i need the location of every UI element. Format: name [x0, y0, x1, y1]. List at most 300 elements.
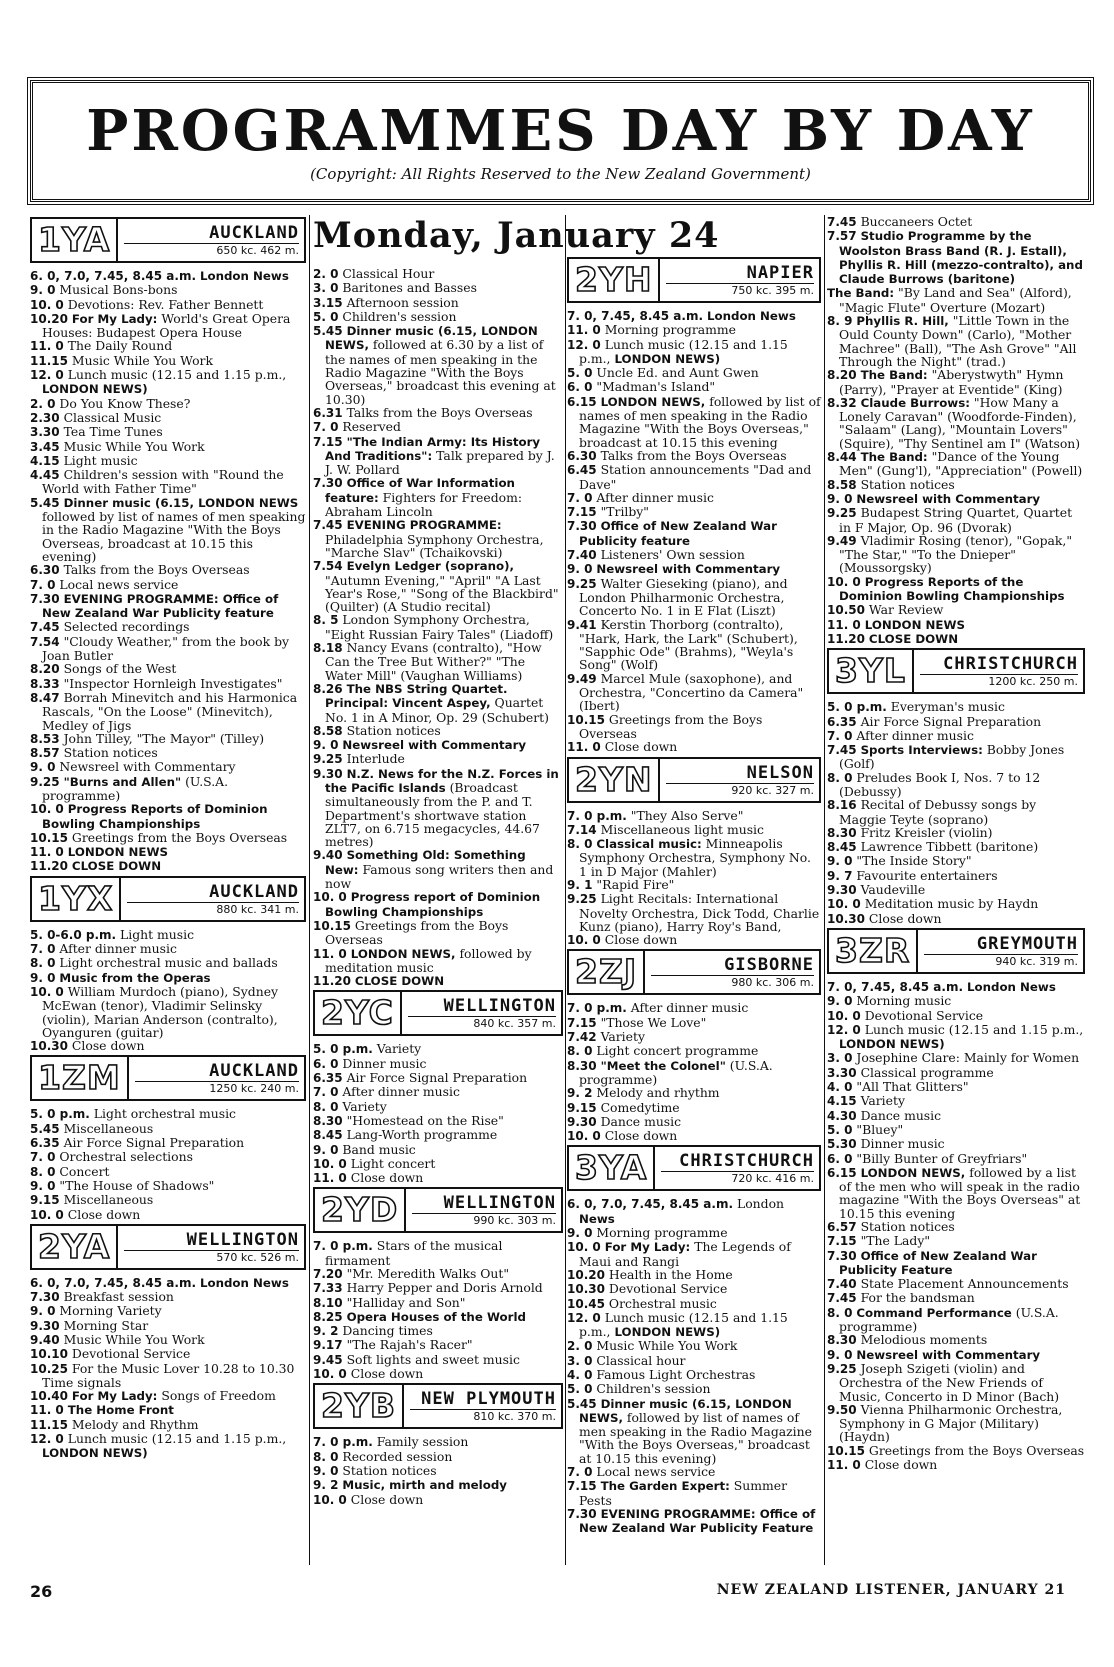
entry-time: 10. 0 [30, 802, 64, 817]
programme-entry [827, 1234, 1085, 1248]
programme-entry [313, 682, 563, 724]
entry-text: Walter Gieseking (piano), and London Philharmonic Orchestra, Concerto No. 1 in E Flat (Liszt) [579, 575, 788, 619]
entry-time: 6.35 [313, 1071, 343, 1086]
programme-entry [30, 1304, 306, 1318]
station-callsign: 1YA [32, 219, 118, 261]
entry-text: Preludes Book I, Nos. 7 to 12 (Debussy) [839, 769, 1041, 799]
entry-highlight: London News [966, 979, 1056, 994]
programme-entry [567, 1086, 821, 1100]
entry-time: 8.45 [313, 1128, 343, 1143]
entry-text: Close down [604, 932, 678, 948]
entry-time: 3.30 [30, 425, 60, 440]
entry-time: 7. 0 p.m. [313, 1435, 373, 1450]
entry-time: 9.25 [567, 892, 597, 907]
station-callsign: 1YX [32, 878, 121, 920]
entry-time: 8. 0 [30, 956, 56, 971]
programme-entry [567, 1044, 821, 1058]
entry-text: Greetings from the Boys Overseas [579, 711, 763, 741]
entry-time: 6.57 [827, 1220, 857, 1234]
entry-highlight: For My Lady: [71, 1389, 158, 1404]
programme-entry [30, 677, 306, 691]
programme-entry [30, 1362, 306, 1390]
copyright-notice: (Copyright: All Rights Reserved to the New Zealand Government) [310, 165, 811, 183]
entry-text: Nancy Evans (contralto), "How Can the Tree But Wither?" "The Water Mill" (Vaughan Williams) [325, 640, 542, 683]
programme-entry [313, 890, 563, 919]
programme-entry [567, 1282, 821, 1296]
programme-entry [30, 1136, 306, 1150]
programme-entry [30, 1122, 306, 1136]
programme-entry [313, 281, 563, 295]
programme-entry [567, 1030, 821, 1044]
station-header [30, 876, 306, 922]
entry-time: 11. 0 [30, 1403, 64, 1418]
entry-text-continued: "How Many a Lonely Caravan" (Woodforde-Finden), "Salaam" (Lang), "Mountain Lovers" (Squire), "Thy Sentinel am I" (Watson) [839, 394, 1081, 451]
entry-highlight: LONDON NEWS, [600, 394, 706, 409]
entry-text: Borrah Minevitch and his Harmonica Rascals, "On the Loose" (Minevitch), Medley of Jigs [42, 689, 298, 733]
entry-time: 9.15 [567, 1100, 597, 1115]
programme-entry [567, 1465, 821, 1479]
entry-time: 8.30 [567, 1058, 597, 1073]
entry-time: 7.30 [567, 1506, 597, 1521]
entry-time: 11.20 [30, 859, 68, 874]
entry-text: Talks from the Boys Overseas [346, 404, 533, 420]
entry-text-continued: Talk prepared by J. J. W. Pollard [325, 447, 555, 478]
entry-time: 7. 0 p.m. [313, 1239, 373, 1254]
entry-text-continued: followed at 6.30 by a list of the names of men speaking in the Radio Magazine "With the Boys Overseas," broadcast this evening at 10.30) [325, 337, 556, 407]
programme-entry [313, 1281, 563, 1295]
entry-text: Orchestral selections [59, 1149, 193, 1165]
entry-time: 5.30 [827, 1137, 857, 1152]
entry-text-continued: Bobby Jones (Golf) [839, 742, 1065, 772]
entry-time: 9.49 [567, 671, 597, 686]
programme-entry [313, 324, 563, 406]
programme-entry [30, 1107, 306, 1121]
entry-text: Light music [120, 926, 195, 942]
entry-text: Dancing times [342, 1323, 433, 1339]
entry-time: 10. 0 [567, 1129, 601, 1144]
entry-highlight: Progress Reports of the Dominion Bowling Championships [839, 574, 1065, 604]
entry-time: 8.57 [30, 746, 60, 761]
entry-highlight: EVENING PROGRAMME: Office of New Zealand War Publicity feature [42, 591, 279, 621]
entry-time: 10. 0 [827, 1008, 861, 1023]
programme-entry [567, 1197, 821, 1226]
station-header [313, 990, 563, 1036]
entry-time: 10. 0 [567, 933, 601, 948]
entry-time: 7. 0 [30, 577, 56, 592]
entry-text: Comedytime [600, 1099, 680, 1115]
entry-text: After dinner music [342, 1084, 460, 1100]
entry-time: 11. 0 [567, 323, 601, 338]
entry-text: Listeners' Own session [600, 547, 745, 563]
programme-entry [313, 947, 563, 975]
programme-entry [313, 1143, 563, 1157]
publication-line: NEW ZEALAND LISTENER, JANUARY 21 [716, 1582, 1066, 1598]
entry-text: William Murdoch (piano), Sydney McEwan (tenor), Vladimir Selinsky (violin), Marian Anderson (contralto), Oyanguren (guitar) [42, 983, 279, 1040]
entry-text: John Tilley, "The Mayor" (Tilley) [63, 730, 265, 746]
programme-entry [313, 1128, 563, 1142]
entry-time: 3. 0 [567, 1353, 593, 1368]
entry-text: Josephine Clare: Mainly for Women [856, 1050, 1080, 1066]
entry-text: Joseph Szigeti (violin) and Orchestra of the New Friends of Music, Concerto in D Minor (Bach) [839, 1360, 1060, 1404]
programme-entry [313, 1353, 563, 1367]
entry-text: "Madman's Island" [596, 379, 716, 395]
entry-time: 9. 0 [30, 283, 56, 298]
entry-highlight: "Burns and Allen" [63, 774, 182, 789]
entry-text: "Mr. Meredith Walks Out" [346, 1266, 510, 1281]
entry-text: Vaudeville [860, 882, 926, 898]
entry-time: 6. 0, 7.0, 7.45, 8.45 a.m. [567, 1197, 734, 1212]
entry-text: "Trilby" [600, 504, 650, 520]
station-frequency: 810 kc. 370 m. [473, 1410, 556, 1424]
entry-text: Devotional Service [71, 1346, 191, 1362]
programme-entry [827, 869, 1085, 883]
entry-text: Close down [604, 739, 678, 755]
station-frequency: 990 kc. 303 m. [473, 1214, 556, 1228]
programme-entry [30, 269, 306, 283]
entry-time: 8. 0 [567, 837, 593, 852]
entry-time: 10.25 [30, 1361, 68, 1376]
programme-entry [567, 1268, 821, 1282]
entry-text: Musical Bons-bons [59, 282, 178, 298]
programme-entry [30, 732, 306, 746]
programme-entry [313, 1338, 563, 1352]
entry-text: After dinner music [630, 1000, 749, 1016]
entry-text: State Placement Announcements [860, 1276, 1069, 1292]
programme-entry [313, 420, 563, 434]
programme-entry [30, 425, 306, 439]
station-frequency: 1200 kc. 250 m. [988, 675, 1078, 689]
entry-time: 6.30 [567, 448, 597, 463]
entry-text: Children's session [342, 308, 457, 324]
programme-entry [827, 700, 1085, 714]
programme-entry [30, 1276, 306, 1290]
programme-entry [313, 1478, 563, 1492]
entry-text: Station notices [860, 1219, 955, 1234]
entry-time: 2. 0 [567, 1339, 593, 1354]
programme-entry [30, 1403, 306, 1417]
programme-entry [567, 505, 821, 519]
entry-time: 10.15 [30, 830, 68, 845]
entry-text: Dance music [600, 1113, 682, 1129]
station-name: WELLINGTON [408, 997, 556, 1017]
entry-text: Close down [350, 1366, 424, 1382]
entry-time: 6. 0, 7.0, 7.45, 8.45 a.m. [30, 1275, 197, 1290]
entry-text: Lang-Worth programme [346, 1127, 498, 1143]
entry-time: 11.20 [827, 631, 865, 646]
entry-text: Kerstin Thorborg (contralto), "Hark, Hark, the Lark" (Schubert), "Sapphic Ode" (Brahms), "Weyla's Song" (Wolf) [579, 616, 798, 673]
entry-time: 10. 0 [313, 1492, 347, 1507]
entry-time: 7.57 [827, 229, 857, 244]
station-frequency: 750 kc. 395 m. [731, 284, 814, 297]
programme-entry [313, 1267, 563, 1281]
entry-time: 2.30 [30, 410, 60, 425]
programme-entry [30, 956, 306, 970]
station-header [567, 757, 821, 803]
programme-entry [567, 1339, 821, 1353]
programme-entry [567, 323, 821, 337]
entry-highlight: News [579, 1211, 615, 1226]
entry-time: 10.30 [827, 911, 865, 926]
station-header [30, 1224, 306, 1270]
programme-entry [30, 1165, 306, 1179]
programme-entry [827, 798, 1085, 826]
programme-entry [30, 775, 306, 803]
programme-entry [827, 1333, 1085, 1347]
entry-text: Buccaneers Octet [860, 214, 973, 229]
programme-entry [827, 506, 1085, 534]
entry-highlight: LONDON NEWS) [614, 1325, 721, 1340]
programme-entry [567, 740, 821, 754]
station-info [660, 759, 819, 801]
entry-time: 6.31 [313, 405, 343, 420]
station-name: CHRISTCHURCH [661, 1152, 814, 1172]
entry-time: 10.15 [313, 918, 351, 933]
programme-entry [827, 618, 1085, 632]
station-header [567, 949, 821, 995]
station-callsign: 3ZR [829, 930, 918, 972]
entry-time: 11. 0 [827, 617, 861, 632]
entry-time: 7. 0, 7.45, 8.45 a.m. [827, 979, 964, 994]
programme-entry [30, 928, 306, 942]
programme-entry [827, 1080, 1085, 1094]
entry-time: 11. 0 [567, 740, 601, 755]
entry-time: 10. 0 [827, 574, 861, 589]
entry-text: Dinner music [860, 1136, 945, 1152]
station-info [404, 1385, 561, 1427]
programme-entry [567, 1479, 821, 1507]
programme-entry [30, 1319, 306, 1333]
entry-time: 8.30 [827, 825, 857, 840]
entry-highlight: Phyllis R. Hill, [856, 314, 949, 329]
entry-text: Harry Pepper and Doris Arnold [346, 1280, 543, 1296]
entry-text: Marcel Mule (saxophone), and Orchestra, "Concertino da Camera" (Ibert) [579, 670, 804, 714]
entry-time: 9. 0 [827, 1347, 853, 1362]
programme-entry [827, 1094, 1085, 1108]
entry-time: 7.45 [30, 620, 60, 635]
programme-entry [827, 534, 1085, 575]
entry-time: 8. 9 [827, 314, 853, 329]
entry-time: 10.45 [567, 1296, 605, 1311]
programme-entry [30, 1347, 306, 1361]
entry-highlight: Newsreel with Commentary [856, 1347, 1041, 1362]
station-name: NAPIER [666, 264, 814, 284]
entry-time: 8. 0 [827, 770, 853, 785]
entry-text: After dinner music [596, 489, 714, 505]
station-callsign: 3YL [829, 650, 914, 692]
entry-time: 11.15 [30, 1417, 68, 1432]
entry-text: Morning programme [596, 1225, 728, 1241]
programme-entry [313, 559, 563, 613]
programme-entry [827, 840, 1085, 854]
programme-entry [567, 1397, 821, 1465]
entry-text: "Cloudy Weather," from the book by Joan Butler [42, 633, 290, 664]
programme-entry [827, 603, 1085, 617]
entry-highlight: The Band: [860, 450, 928, 465]
programme-entry [567, 672, 821, 713]
programme-entry [313, 848, 563, 890]
entry-time: 4.15 [30, 453, 60, 468]
programme-entry [313, 919, 563, 947]
entry-text: Classical Music [63, 409, 162, 425]
entry-time: 7.45 [827, 1291, 857, 1306]
entry-time: 9. 0 [827, 491, 853, 506]
station-callsign: 2YD [315, 1189, 406, 1231]
entry-time: 7. 0 [313, 1085, 339, 1100]
entry-text-continued: followed by list of names of men speaking in the Radio Magazine "With the Boys Overseas," broadcast at 10.15 this evening [579, 393, 821, 450]
entry-time: 10.30 [30, 1039, 68, 1054]
entry-text: Fritz Kreisler (violin) [860, 824, 993, 840]
entry-time: 7.15 [313, 434, 343, 449]
programme-entry [30, 397, 306, 411]
entry-highlight: Office of New Zealand War Publicity Feature [839, 1248, 1037, 1277]
entry-highlight: The Home Front [67, 1403, 174, 1418]
entry-time: 8.25 [313, 1309, 343, 1324]
column-1 [30, 215, 306, 1565]
entry-text: Tea Time Tunes [63, 424, 163, 440]
entry-highlight: LONDON NEWS, [860, 1165, 966, 1180]
entry-text: Vienna Philharmonic Orchestra, Symphony in G Major (Military) (Haydn) [839, 1401, 1063, 1445]
programme-entry [567, 338, 821, 367]
programme-entry [313, 1310, 563, 1324]
entry-text: Lunch music (12.15 and 1.15 p.m., [67, 367, 287, 383]
entry-time: 7.30 [567, 519, 597, 534]
entry-time: 7. 0 [313, 420, 339, 435]
station-callsign: 1ZM [32, 1057, 129, 1099]
entry-text-continued: Famous song writers then and now [325, 861, 554, 892]
entry-time: 6.15 [567, 394, 597, 409]
entry-text: Band music [342, 1141, 416, 1157]
programme-entry [567, 309, 821, 323]
column-rule [824, 215, 825, 1565]
programme-entry [313, 1450, 563, 1464]
entry-text: Air Force Signal Preparation [63, 1135, 245, 1151]
entry-time: 8. 0 [30, 1164, 56, 1179]
station-callsign: 2YN [569, 759, 660, 801]
entry-text: Light concert [350, 1155, 436, 1171]
entry-text: Selected recordings [63, 619, 190, 635]
programme-entry [567, 1240, 821, 1268]
entry-time: 10. 0 [30, 297, 64, 312]
station-info [655, 1147, 819, 1189]
entry-text: Morning programme [604, 322, 737, 338]
programme-entry [30, 578, 306, 592]
entry-time: 12. 0 [30, 368, 64, 383]
station-frequency: 720 kc. 416 m. [731, 1172, 814, 1186]
entry-time: 9. 0 [567, 562, 593, 577]
entry-time: 9.50 [827, 1402, 857, 1417]
entry-time: 5. 0 [567, 1382, 593, 1397]
programme-entry [30, 662, 306, 676]
programme-entry [827, 575, 1085, 604]
entry-text: Dinner music [342, 1055, 427, 1071]
station-header [313, 1383, 563, 1429]
entry-text-continued: (Broadcast simultaneously from the P. and T. Department's shortwave station ZLT7, on 6.715 megacycles, 44.67 metres) [325, 779, 540, 850]
entry-text: Air Force Signal Preparation [860, 713, 1042, 729]
entry-text: Lunch music (12.15 and 1.15 p.m., [864, 1021, 1084, 1037]
entry-time: 9.40 [313, 848, 343, 863]
programme-entry [313, 738, 563, 752]
entry-text: Orchestral music [608, 1295, 717, 1311]
entry-time: 3. 0 [313, 281, 339, 296]
entry-time: 8.20 [30, 662, 60, 677]
programme-entry [30, 1418, 306, 1432]
entry-highlight: N.Z. News for the N.Z. Forces in the Pacific Islands [325, 766, 559, 795]
entry-time: 8. 0 [313, 1099, 339, 1114]
entry-time: 8.30 [313, 1113, 343, 1128]
entry-time: 9.45 [313, 1352, 343, 1367]
station-frequency: 570 kc. 526 m. [216, 1250, 299, 1264]
entry-highlight: CLOSE DOWN [71, 859, 162, 874]
entry-highlight: Studio Programme by the Woolston Brass Band (R. J. Estall), Phyllis R. Hill (mezzo-contralto), and Claude Burrows (baritone) [839, 229, 1083, 287]
entry-time: 3.15 [313, 295, 343, 310]
entry-highlight: Dinner music (6.15, LONDON NEWS, [579, 1396, 792, 1425]
entry-time: 2. 0 [313, 267, 339, 281]
station-frequency: 650 kc. 462 m. [216, 244, 299, 257]
entry-text: Classical Hour [342, 266, 435, 281]
programme-entry [567, 933, 821, 947]
station-frequency: 920 kc. 327 m. [731, 783, 814, 797]
entry-time: 5. 0 [567, 366, 593, 381]
entry-time: 7. 0 [30, 942, 56, 957]
programme-entry [567, 1001, 821, 1015]
entry-time: 8. 0 [567, 1044, 593, 1059]
entry-time: 9. 0 [827, 854, 853, 869]
station-header [30, 217, 306, 263]
entry-time: 8.58 [827, 477, 857, 492]
programme-entry [313, 267, 563, 281]
entry-time: 7.54 [30, 634, 60, 649]
entry-time: 5.45 [313, 324, 343, 339]
programme-entry [567, 1297, 821, 1311]
entry-time: 7. 0 [827, 728, 853, 743]
entry-text: Music While You Work [63, 1332, 205, 1347]
entry-text-continued: "Aberystwyth" Hymn (Parry), "Prayer at Eventide" (King) [839, 367, 1064, 397]
entry-text: For the Music Lover 10.28 to 10.30 Time signals [42, 1360, 295, 1390]
entry-text: Stars of the musical firmament [325, 1238, 503, 1268]
entry-text: Close down [350, 1491, 424, 1507]
entry-text-continued: Minneapolis Symphony Orchestra, Symphony No. 1 in D Major (Mahler) [579, 836, 811, 879]
programme-entry [827, 229, 1085, 286]
entry-highlight: "The Indian Army: Its History And Traditions": [325, 434, 541, 463]
station-frequency: 880 kc. 341 m. [216, 902, 299, 916]
entry-time: 8.18 [313, 641, 343, 656]
entry-text: London Symphony Orchestra, "Eight Russian Fairy Tales" (Liadoff) [325, 612, 554, 642]
entry-text: Lawrence Tibbett (baritone) [860, 839, 1039, 855]
programme-entry [567, 809, 821, 823]
station-header [567, 1145, 821, 1191]
entry-text-continued: followed by list of names of men speaking in the Radio Magazine "With the Boys Overseas, broadcast at 10.15 this evening) [42, 509, 306, 564]
entry-text: "Rapid Fire" [596, 876, 675, 892]
entry-time: 8.16 [827, 798, 857, 813]
entry-text: Melody and rhythm [596, 1085, 720, 1101]
programme-entry [30, 1333, 306, 1347]
programme-entry [30, 563, 306, 577]
programme-entry [313, 435, 563, 477]
station-name: CHRISTCHURCH [920, 655, 1078, 675]
entry-text-continued: followed by a list of the men who will speak in the radio magazine "With the Boys Overseas" at 10.15 this evening [839, 1164, 1081, 1221]
programme-entry [30, 298, 306, 312]
entry-time: 8.58 [313, 723, 343, 738]
entry-highlight: Progress Reports of Dominion Bowling Championships [42, 802, 268, 831]
programme-entry [567, 463, 821, 491]
entry-highlight: Office of New Zealand War Publicity feature [579, 519, 777, 548]
entry-time: 11. 0 [30, 845, 64, 860]
programme-entry [567, 1311, 821, 1340]
station-name: GREYMOUTH [924, 935, 1078, 955]
programme-entry [313, 1296, 563, 1310]
programme-entry [827, 715, 1085, 729]
entry-text: Vladimir Rosing (tenor), "Gopak," "The Star," "To the Dnieper" (Moussorgsky) [839, 532, 1073, 576]
